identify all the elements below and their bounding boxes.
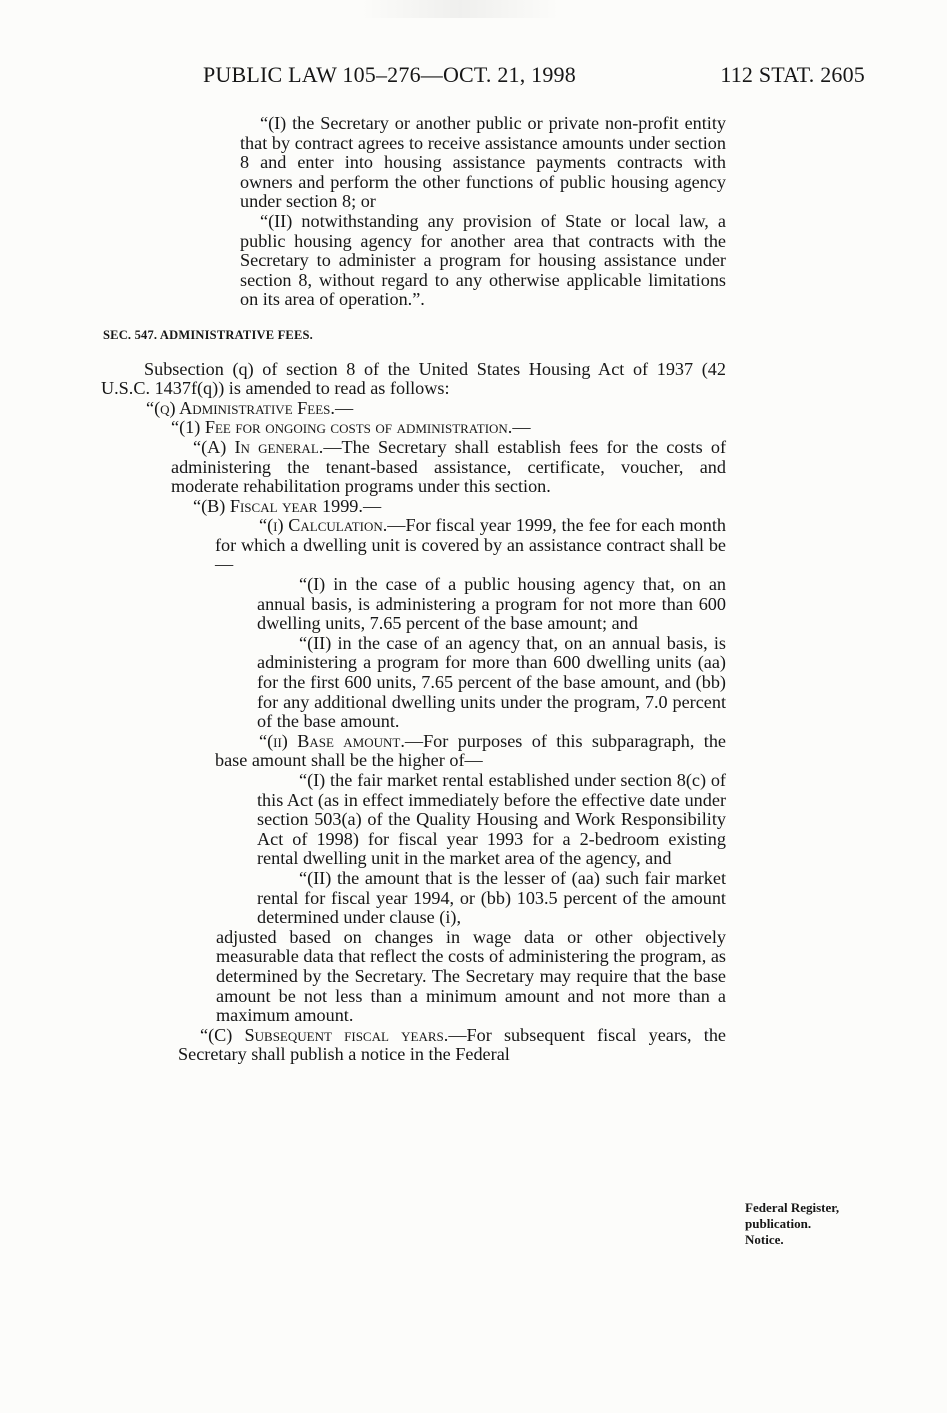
subparagraph-C-text: —For subsequent fiscal years, the Secretary shall publish a notice in the Federal xyxy=(178,1024,726,1065)
clause-ii-base-amount xyxy=(215,732,726,771)
clause-ii-text: —For purposes of this subparagraph, the base amount shall be the higher of— xyxy=(215,730,726,771)
clause-ii-heading: “(ii) Base amount. xyxy=(259,730,405,751)
clause-i-heading: “(i) Calculation. xyxy=(259,515,388,536)
clause-i-calculation xyxy=(215,516,726,575)
subclause-II-more-than-600: “(II) in the case of an agency that, on an annual basis, is administering a program for more than 600 dwelling units (aa) for the first 600 units, 7.65 percent of the base amount, and (bb) for any additional dwelling units under the program, 7.0 percent of the base amount. xyxy=(257,632,726,732)
subparagraph-B-heading: “(B) Fiscal year 1999.— xyxy=(193,495,382,516)
section-heading: SEC. 547. ADMINISTRATIVE FEES. xyxy=(103,327,313,342)
clause-II-notwithstanding: “(II) notwithstanding any provision of State or local law, a public housing agency for another area that contracts with the Secretary to administer a program for housing assistance under section 8, without regard to any otherwise applicable limitations on its area of operation.”. xyxy=(240,210,726,310)
subparagraph-A xyxy=(171,438,726,497)
amendment-intro: Subsection (q) of section 8 of the United States Housing Act of 1937 (42 U.S.C. 1437f(q)) is amended to read as follows: xyxy=(101,358,726,399)
adjustment-text: adjusted based on changes in wage data or other objectively measurable data that reflect the costs of administering the program, as determined by the Secretary. The Secretary may require that the base amount be not less than a minimum amount and not more than a maximum amount. xyxy=(216,926,726,1026)
clause-I-secretary: “(I) the Secretary or another public or private non-profit entity that by contract agrees to receive assistance amounts under section 8 and enter into housing assistance payments contracts with owners and perform the other functions of public housing agency under section 8; or xyxy=(240,113,726,212)
clause-i-text: —For fiscal year 1999, the fee for each month for which a dwelling unit is covered by an assistance contract shall be— xyxy=(215,515,726,575)
subclause-I-fair-market-rental: “(I) the fair market rental established under section 8(c) of this Act (as in effect immediately before the effective date under section 503(a) of the Quality Housing and Work Responsibility Act of 1998) for fiscal year 1993 for a 2-bedroom existing rental dwelling unit in the market area of the agency, and xyxy=(257,770,726,869)
subparagraph-A-heading: “(A) In general. xyxy=(193,436,324,457)
document-body xyxy=(0,114,947,1065)
subclause-II-lesser-amount: “(II) the amount that is the lesser of (aa) such fair market rental for fiscal year 1994, or (bb) 103.5 percent of the amount determined under clause (i), xyxy=(257,867,726,928)
header-statute-page: 112 STAT. 2605 xyxy=(720,62,865,87)
subparagraph-C xyxy=(178,1026,726,1065)
paragraph-1-heading: “(1) Fee for ongoing costs of administration.— xyxy=(171,417,531,438)
subclause-I-600-or-fewer: “(I) in the case of a public housing agency that, on an annual basis, is administering a program for not more than 600 dwelling units, 7.65 percent of the base amount; and xyxy=(257,574,726,634)
subsection-q-heading: “(q) Administrative Fees.— xyxy=(146,397,354,418)
subparagraph-A-text: —The Secretary shall establish fees for the costs of administering the tenant-based assistance, certificate, voucher, and moderate rehabilitation programs under this section. xyxy=(171,436,726,497)
margin-note-federal-register: Federal Register, publication. xyxy=(745,1200,840,1231)
margin-note-notice: Notice. xyxy=(745,1232,784,1247)
subparagraph-C-heading: “(C) Subsequent fiscal years. xyxy=(200,1024,449,1045)
margin-note xyxy=(745,1200,885,1248)
header-public-law: PUBLIC LAW 105–276—OCT. 21, 1998 xyxy=(203,62,576,87)
scan-artifact xyxy=(360,0,560,18)
